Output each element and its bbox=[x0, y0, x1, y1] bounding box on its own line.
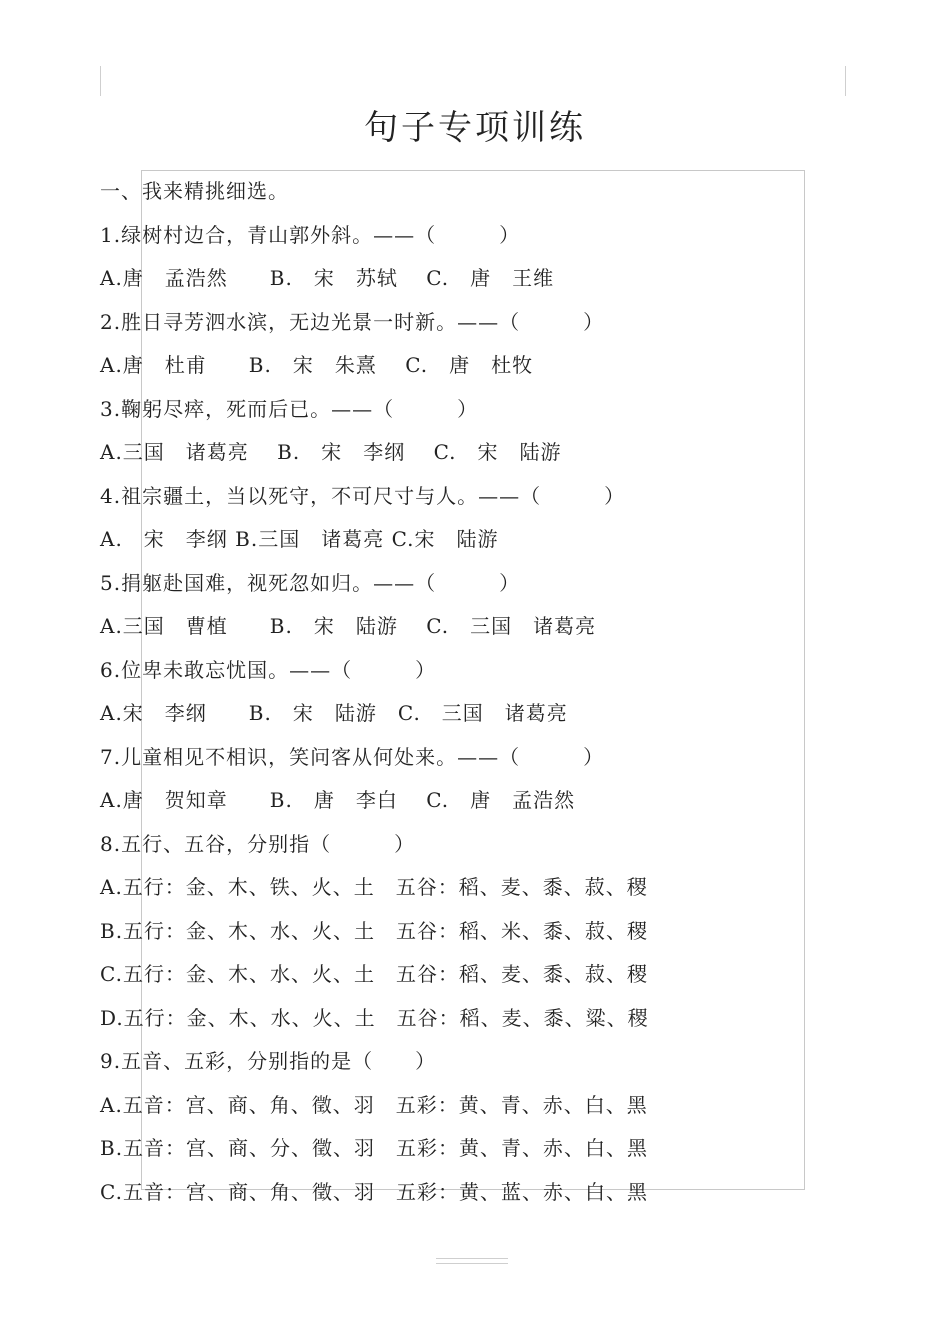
question-1: 1.绿树村边合，青山郭外斜。——（ ） bbox=[100, 222, 521, 247]
question-8-option-d: D.五行：金、木、水、火、土 五谷：稻、麦、黍、粱、稷 bbox=[100, 1005, 649, 1030]
worksheet-content bbox=[100, 170, 860, 1214]
question-5: 5.捐躯赴国难，视死忽如归。——（ ） bbox=[100, 570, 521, 595]
question-9-option-a: A.五音：宫、商、角、徵、羽 五彩：黄、青、赤、白、黑 bbox=[100, 1092, 648, 1117]
question-3: 3.鞠躬尽瘁，死而后已。——（ ） bbox=[100, 396, 479, 421]
question-2-options: A.唐 杜甫 B. 宋 朱熹 C. 唐 杜牧 bbox=[100, 353, 534, 377]
question-8-option-a: A.五行：金、木、铁、火、土 五谷：稻、麦、黍、菽、稷 bbox=[100, 875, 648, 899]
question-6-options: A.宋 李纲 B. 宋 陆游 C. 三国 诸葛亮 bbox=[100, 701, 568, 725]
question-2: 2.胜日寻芳泗水滨，无边光景一时新。——（ ） bbox=[100, 309, 605, 334]
corner-mark-left bbox=[100, 66, 101, 96]
question-8-option-b: B.五行：金、木、水、火、土 五谷：稻、米、黍、菽、稷 bbox=[100, 918, 649, 943]
question-8-option-c: C.五行：金、木、水、火、土 五谷：稻、麦、黍、菽、稷 bbox=[100, 962, 648, 986]
corner-mark-right bbox=[845, 66, 846, 96]
question-9-option-b: B.五音：宫、商、分、徵、羽 五彩：黄、青、赤、白、黑 bbox=[100, 1136, 649, 1160]
page-title: 句子专项训练 bbox=[364, 108, 586, 148]
footer-mark bbox=[436, 1258, 508, 1264]
question-6: 6.位卑未敢忘忧国。——（ ） bbox=[100, 657, 437, 682]
question-4: 4.祖宗疆土，当以死守，不可尺寸与人。——（ ） bbox=[100, 483, 626, 508]
question-4-options: A. 宋 李纲 B.三国 诸葛亮 C.宋 陆游 bbox=[100, 527, 499, 551]
question-9: 9.五音、五彩，分别指的是（ ） bbox=[100, 1049, 437, 1073]
question-7-options: A.唐 贺知章 B. 唐 李白 C. 唐 孟浩然 bbox=[100, 788, 576, 812]
question-8: 8.五行、五谷，分别指（ ） bbox=[100, 831, 416, 856]
question-7: 7.儿童相见不相识，笑问客从何处来。——（ ） bbox=[100, 744, 605, 769]
question-3-options: A.三国 诸葛亮 B. 宋 李纲 C. 宋 陆游 bbox=[100, 440, 562, 464]
question-1-options: A.唐 孟浩然 B. 宋 苏轼 C. 唐 王维 bbox=[100, 266, 555, 290]
section-heading: 一、我来精挑细选。 bbox=[100, 179, 289, 203]
question-9-option-c: C.五音：宫、商、角、徵、羽 五彩：黄、蓝、赤、白、黑 bbox=[100, 1179, 648, 1204]
question-5-options: A.三国 曹植 B. 宋 陆游 C. 三国 诸葛亮 bbox=[100, 614, 597, 638]
